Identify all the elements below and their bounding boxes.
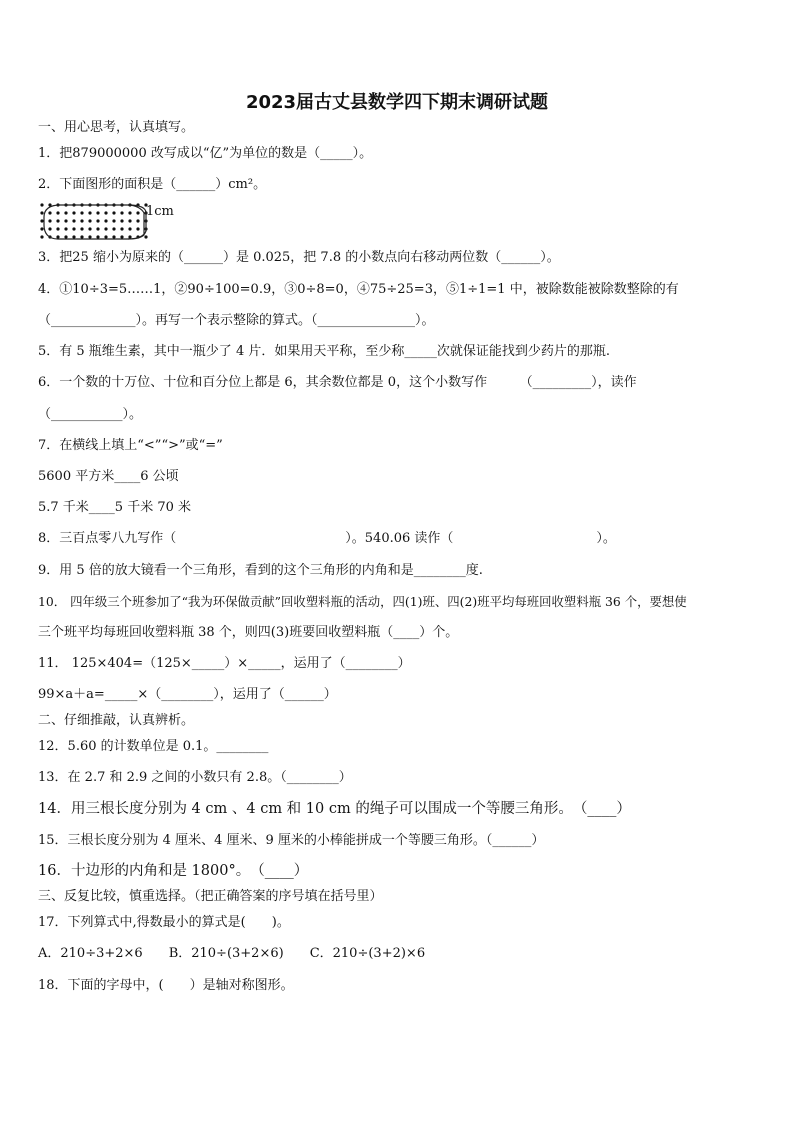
grid-dot <box>88 235 91 238</box>
grid-dot <box>104 235 107 238</box>
dot-grid-figure <box>36 199 196 243</box>
grid-dot <box>136 227 139 230</box>
grid-dot <box>48 227 51 230</box>
section-heading-3: 三、反复比较，慎重选择。（把正确答案的序号填在括号里） <box>38 889 383 904</box>
question-3: 3．把25 缩小为原来的（______）是 0.025，把 7.8 的小数点向右移动两位数（______）。 <box>38 250 560 265</box>
grid-dot <box>48 211 51 214</box>
grid-dot <box>56 235 59 238</box>
grid-dot <box>112 235 115 238</box>
question-14: 14．用三根长度分别为 4 cm 、4 cm 和 10 cm 的绳子可以围成一个等腰三角形。 （____） <box>38 801 631 817</box>
grid-dot <box>40 219 43 222</box>
grid-dot <box>72 219 75 222</box>
question-5: 5．有 5 瓶维生素，其中一瓶少了 4 片．如果用天平称，至少称_____次就保证能找到少药片的那瓶. <box>38 344 610 359</box>
unit-label: 1cm <box>146 204 174 219</box>
grid-dot <box>120 227 123 230</box>
grid-dot <box>104 227 107 230</box>
grid-dot <box>96 211 99 214</box>
grid-dot <box>64 211 67 214</box>
grid-dot <box>128 211 131 214</box>
question-4-line-1: 4．①10÷3=5……1，②90÷100=0.9，③0÷8=0，④75÷25=3，⑤1÷1=1 中，被除数能被除数整除的有 <box>38 282 679 297</box>
grid-dot <box>104 219 107 222</box>
grid-dot <box>48 219 51 222</box>
grid-dot <box>112 211 115 214</box>
grid-dot <box>144 235 147 238</box>
grid-dot <box>120 211 123 214</box>
grid-dot <box>96 219 99 222</box>
question-4-line-2: （_____________）。再写一个表示整除的算式。（_______________）。 <box>38 313 435 328</box>
question-13: 13．在 2.7 和 2.9 之间的小数只有 2.8。（________） <box>38 770 352 785</box>
grid-dot <box>88 219 91 222</box>
question-7: 7．在横线上填上“<”“>”或“=” <box>38 438 223 453</box>
grid-dot <box>72 211 75 214</box>
grid-dot <box>80 235 83 238</box>
grid-dot <box>120 235 123 238</box>
grid-dot <box>96 235 99 238</box>
question-10-line-1: 10． 四年级三个班参加了“我为环保做贡献”回收塑料瓶的活动，四(1)班、四(2)班平均每班回收塑料瓶 36 个，要想使 <box>38 594 687 609</box>
grid-dot <box>112 219 115 222</box>
grid-dot <box>72 235 75 238</box>
question-11-line-2: 99×a＋a=_____×（________），运用了（______） <box>38 687 337 702</box>
question-6-line-2: （___________）。 <box>38 407 143 422</box>
question-12: 12．5.60 的计数单位是 0.1。________ <box>38 739 269 754</box>
grid-dot <box>88 211 91 214</box>
grid-dot <box>112 227 115 230</box>
grid-dot <box>88 227 91 230</box>
grid-dot <box>80 211 83 214</box>
grid-dot <box>80 219 83 222</box>
grid-dot <box>128 219 131 222</box>
question-9: 9．用 5 倍的放大镜看一个三角形，看到的这个三角形的内角和是________度. <box>38 563 483 578</box>
question-8: 8．三百点零八九写作（ ）。540.06 读作（ ）。 <box>38 531 616 546</box>
grid-dot <box>56 219 59 222</box>
question-17-options: A．210÷3+2×6 B．210÷(3+2×6) C．210÷(3+2)×6 <box>38 946 426 961</box>
grid-dot <box>64 219 67 222</box>
grid-dot <box>128 235 131 238</box>
grid-dot <box>40 235 43 238</box>
grid-dot <box>104 211 107 214</box>
grid-dot <box>96 227 99 230</box>
question-10-line-2: 三个班平均每班回收塑料瓶 38 个，则四(3)班要回收塑料瓶（____）个。 <box>38 625 459 640</box>
section-heading-2: 二、仔细推敲，认真辨析。 <box>38 713 195 728</box>
grid-dot <box>40 227 43 230</box>
question-6-line-1: 6．一个数的十万位、十位和百分位上都是 6，其余数位都是 0，这个小数写作 （_________），读作 <box>38 375 637 390</box>
question-15: 15．三根长度分别为 4 厘米、4 厘米、9 厘米的小棒能拼成一个等腰三角形。（______） <box>38 833 545 848</box>
question-2: 2．下面图形的面积是（______）cm²。 <box>38 177 267 192</box>
grid-dot <box>40 211 43 214</box>
grid-dot <box>64 235 67 238</box>
grid-dot <box>40 203 43 206</box>
grid-dot <box>80 227 83 230</box>
question-1: 1．把879000000 改写成以“亿”为单位的数是（_____）。 <box>38 146 373 161</box>
grid-dot <box>128 227 131 230</box>
grid-dot <box>56 227 59 230</box>
question-7-item-1: 5600 平方米____6 公顷 <box>38 469 179 484</box>
question-16: 16．十边形的内角和是 1800°。 （____） <box>38 863 309 879</box>
section-heading-1: 一、用心思考，认真填写。 <box>38 120 195 135</box>
grid-dot <box>136 219 139 222</box>
grid-dot <box>136 211 139 214</box>
question-11-line-1: 11． 125×404=（125×_____）×_____，运用了（________） <box>38 656 411 671</box>
grid-dot <box>56 211 59 214</box>
question-17: 17．下列算式中,得数最小的算式是( )。 <box>38 915 290 930</box>
grid-dot <box>72 227 75 230</box>
question-7-item-2: 5.7 千米____5 千米 70 米 <box>38 500 192 515</box>
grid-dot <box>64 227 67 230</box>
question-18: 18．下面的字母中，( ）是轴对称图形。 <box>38 978 294 993</box>
page-title: 2023届古丈县数学四下期末调研试题 <box>245 92 549 113</box>
grid-dot <box>120 219 123 222</box>
